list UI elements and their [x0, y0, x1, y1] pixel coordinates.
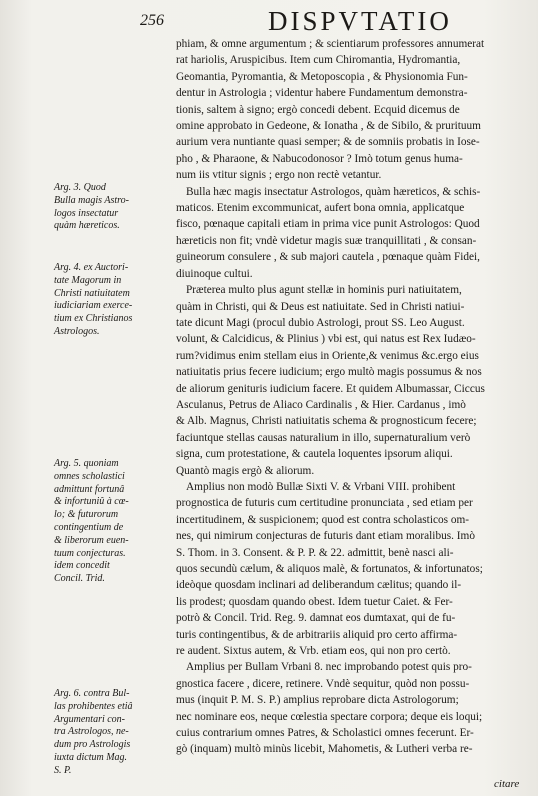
text-line: Amplius per Bullam Vrbani 8. nec improbando potest quis pro-: [186, 661, 472, 674]
text-line: nes, qui nimirum conjecturas de futuris dant etiam moralibus. Imò: [176, 530, 475, 543]
text-line: quàm in Christi, qui & Deus est natiuitate. Sed in Christi natiui-: [176, 300, 465, 313]
margin-line: logos insectatur: [54, 207, 119, 219]
text-line: guineorum consulere , & sub majori cautela , pœnaque quàm Fidei,: [176, 251, 480, 264]
margin-line: Arg. 6. contra Bul-: [54, 688, 130, 699]
margin-line: Bulla magis Astro-: [54, 194, 130, 206]
margin-note-arg-5: [54, 458, 174, 586]
text-line: Amplius non modò Bullæ Sixti V. & Vrbani VIII. prohibent: [186, 480, 456, 493]
text-line: Asculanus, Petrus de Aliaco Cardinalis , & Hier. Cardanus , imò: [176, 398, 466, 411]
text-line: Quantò magis ergò & aliorum.: [176, 464, 315, 477]
paragraph-5: [176, 659, 530, 757]
text-line: hæreticis non fit; vndè videtur magis suæ tranquillitati , & consan-: [176, 234, 477, 247]
text-line: volunt, & Calcidicus, & Plinius ) vbi est, qui natus est Rex Iudæo-: [176, 333, 476, 346]
text-line: de aliorum genituris iudicium facere. Et quidem Albumassar, Ciccus: [176, 382, 485, 395]
paragraph-3: [176, 282, 530, 479]
text-line: prognostica de futuris cum certitudine pronunciata , sed etiam per: [176, 497, 473, 510]
margin-line: iuxta dictum Mag.: [54, 751, 128, 763]
margin-line: dum pro Astrologis: [54, 739, 131, 751]
margin-note-arg-3: [54, 182, 174, 233]
text-line: nec nominare eos, neque cœlestia spectare corpora; deque eis loqui;: [176, 710, 483, 723]
paragraph-4: [176, 479, 530, 659]
margin-line: contingentium de: [54, 521, 124, 533]
margin-line: Arg. 5. quoniam: [54, 458, 119, 469]
text-line: gnostica facere , dicere, retinere. Vndè sequitur, quòd non possu-: [176, 677, 470, 690]
text-line: rum?vidimus enim stellam eius in Oriente,& venimus &c.ergo eius: [176, 349, 479, 362]
margin-line: idem concedit: [54, 560, 110, 572]
text-line: Geomantia, Pyromantia, & Metoposcopia , & Physionomia Fun-: [176, 70, 468, 83]
paragraph-2: [176, 184, 530, 282]
text-line: Bulla hæc magis insectatur Astrologos, quàm hæreticos, & schis-: [186, 185, 481, 198]
text-line: dentur in Astrologia ; videntur habere Fundamentum demonstra-: [176, 87, 468, 100]
text-line: diuinoque cultui.: [176, 267, 253, 280]
text-line: re audent. Sixtus autem, & Vrb. etiam eos, qui non pro certò.: [176, 645, 451, 658]
margin-line: admittunt fortunâ: [54, 483, 125, 495]
margin-line: omnes scholastici: [54, 470, 125, 482]
margin-line: quàm hæreticos.: [54, 220, 120, 232]
margin-line: iudiciariam exerce-: [54, 300, 133, 312]
text-line: phiam, & omne argumentum ; & scientiarum professores annumerat: [176, 38, 485, 50]
margin-line: Christi natiuitatem: [54, 287, 130, 299]
text-line: incertitudinem, & suspicionem; quod est contra scholasticos om-: [176, 513, 470, 526]
page-header: [140, 2, 520, 36]
text-line: pho , & Pharaone, & Nabucodonosor ? Imò totum genus huma-: [176, 152, 463, 165]
text-line: faciuntque stellas causas naturalium in illo, supernaturalium verò: [176, 431, 471, 444]
text-line: potrò & Concil. Trid. Reg. 9. damnat eos dumtaxat, qui de fu-: [176, 612, 456, 625]
margin-line: tium ex Christianos: [54, 313, 133, 325]
margin-line: Astrologos.: [54, 325, 100, 337]
margin-line: tra Astrologos, ne-: [54, 726, 129, 738]
text-line: omine approbato in Gedeone, & Ionatha , & de Sibilo, & prurituum: [176, 120, 481, 133]
catchword: citare: [494, 778, 520, 790]
text-line: num iis vtitur signis ; ergo non rectè vetantur.: [176, 169, 382, 182]
text-line: gò (inquam) multò minùs licebit, Mahometis, & Lutheri verba re-: [176, 743, 473, 756]
margin-line: tuum conjecturas.: [54, 547, 126, 559]
text-line: signa, cum protestatione, & cautela loquentes ipsorum aliqui.: [176, 448, 453, 461]
text-line: Præterea multo plus agunt stellæ in hominis puri natiuitatem,: [186, 284, 462, 297]
text-line: natiuitatis prius fecere iudicium; ergo multò magis possumus & nos: [176, 366, 482, 379]
text-line: cuius contrarium omnes Patres, & Scholastici omnes fecerunt. Er-: [176, 727, 474, 740]
page-number: 256: [140, 12, 164, 29]
text-line: & Alb. Magnus, Christi natiuitatis schema & prognosticum fecere;: [176, 415, 477, 428]
text-line: maticos. Etenim excommunicat, aufert bona omnia, applicatque: [176, 202, 465, 215]
text-line: lis prodest; quosdam quando obest. Idem tuetur Caiet. & Fer-: [176, 595, 453, 608]
margin-line: tate Magorum in: [54, 274, 122, 286]
text-line: aurium vera nuntiante quasi semper; & de somniis probatis in Iose-: [176, 136, 480, 149]
text-line: tionis, saltem à signo; ergò concedi debent. Ecquid dicemus de: [176, 103, 460, 116]
margin-line: Concil. Trid.: [54, 573, 105, 585]
margin-line: Arg. 3. Quod: [54, 182, 106, 193]
margin-line: Argumentari con-: [54, 713, 126, 725]
running-head: DISPVTATIO: [268, 6, 452, 36]
text-line: turis contingentibus, & de arbitrariis aliquid pro certo affirma-: [176, 628, 458, 641]
paragraph-1: [176, 36, 530, 184]
margin-line: S. P.: [54, 764, 72, 776]
text-line: fisco, pœnaque capitali etiam in prima vice punit Astrologos: Quod: [176, 218, 480, 231]
margin-line: & liberorum euen-: [54, 534, 129, 546]
text-line: quos secundù cælum, & aliquos malè, & fortunatos, & infortunatos;: [176, 563, 483, 575]
main-text-column: [176, 36, 530, 758]
margin-note-arg-4: [54, 262, 174, 339]
margin-note-arg-6: [54, 688, 174, 778]
margin-line: & infortuniû à cœ-: [54, 496, 129, 508]
text-line: S. Thom. in 3. Consent. & P. P. & 22. admittit, benè nasci ali-: [176, 546, 454, 559]
margin-line: las prohibentes etiâ: [54, 700, 133, 712]
text-line: ideòque quosdam inclinari ad deliberandum cælitus; quando il-: [176, 579, 462, 592]
text-line: mus (inquit P. M. S. P.) amplius reprobare dicta Astrologorum;: [176, 694, 459, 707]
margin-line: Arg. 4. ex Auctori-: [54, 262, 129, 273]
margin-line: lo; & futurorum: [54, 509, 119, 521]
text-line: tate dicunt Magi (procul dubio Astrologi, prout SS. Leo August.: [176, 316, 465, 329]
text-line: rat hariolis, Aruspicibus. Item cum Chiromantia, Hydromantia,: [176, 54, 461, 67]
